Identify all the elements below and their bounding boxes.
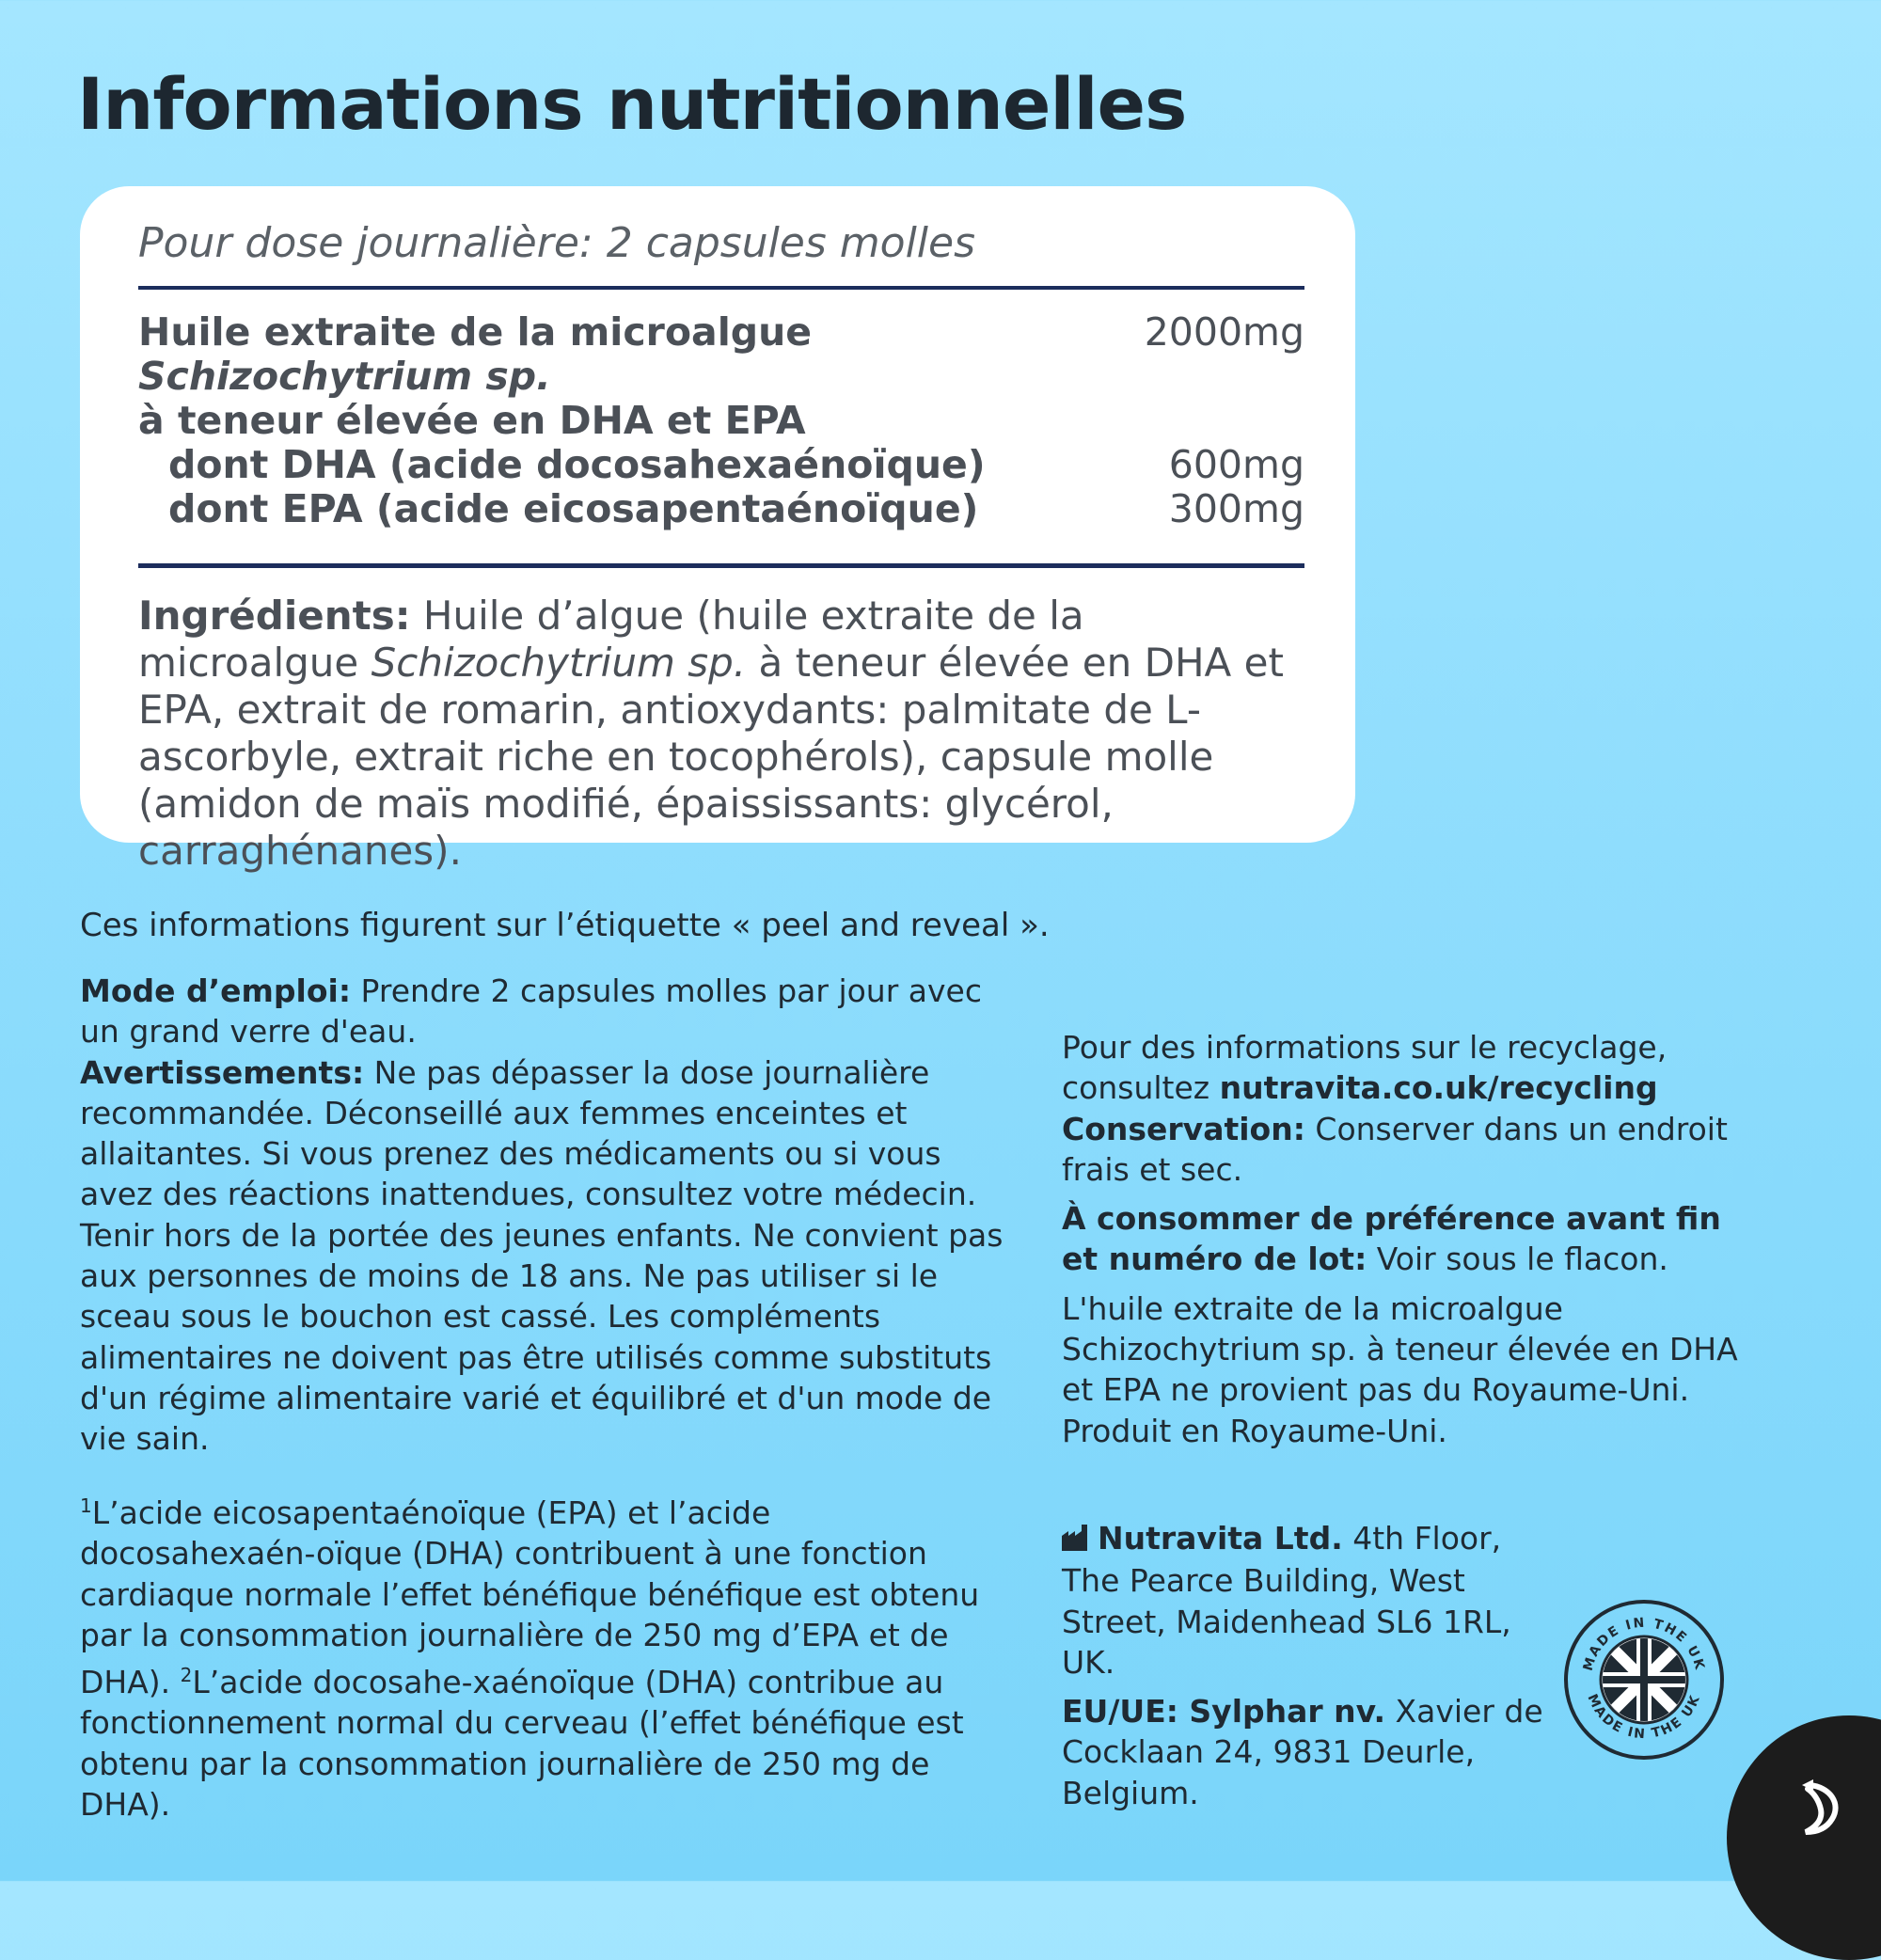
nutrient-row-dha — [138, 443, 1304, 487]
page-title: Informations nutritionnelles — [77, 62, 1187, 146]
origin-info: L'huile extraite de la microalgue Schizochytrium sp. à teneur élevée en DHA et EPA ne provient pas du Royaume-Uni. Produit en Royaume-Uni. — [1062, 1289, 1738, 1449]
recycling-info: Pour des informations sur le recyclage, consultez nutravita.co.uk/recycling — [1062, 1029, 1668, 1107]
manufacturer-address: Nutravita Ltd. 4th Floor, The Pearce Building, West Street, Maidenhead SL6 1RL, UK. — [1062, 1520, 1511, 1681]
divider — [138, 286, 1304, 290]
nutrient-amount: 2000mg — [1144, 309, 1304, 355]
seal-bottom-text: MADE IN THE UK — [1584, 1691, 1704, 1743]
warnings: Avertissements: Ne pas dépasser la dose journalière recommandée. Déconseillé aux femmes enceintes et allaitantes. Si vous prenez des médicaments ou si vous avez des réactions inattendues, consultez votre médecin. Tenir hors de la portée des jeunes enfants. Ne convient pas aux personnes de moins de 18 ans. Ne pas utiliser si le sceau sous le bouchon est cassé. Les compléments alimentaires ne doivent pas être utilisés comme substituts d'un régime alimentaire varié et équilibré et d'un mode de vie sain. — [80, 1053, 1004, 1458]
info-section — [1062, 1027, 1758, 1460]
nutrient-amount: 600mg — [1168, 442, 1304, 487]
divider — [138, 563, 1304, 568]
dose-label: Pour dose journalière: 2 capsules molles — [138, 219, 976, 267]
nutrition-card — [80, 186, 1355, 874]
nutrient-label: à teneur élevée en DHA et EPA — [138, 398, 806, 443]
peel-arrow-icon[interactable] — [1789, 1778, 1845, 1838]
directions: Mode d’emploi: Prendre 2 capsules molles par jour avec un grand verre d'eau. — [80, 972, 982, 1051]
factory-icon — [1062, 1520, 1090, 1560]
ingredients-text: Ingrédients: Huile d’algue (huile extraite de la microalgue Schizochytrium sp. à teneur élevée en DHA et EPA, extrait de romarin, antioxydants: palmitate de L-ascorbyle, extrait riche en tocophérols), capsule molle (amidon de maïs modifié, épaississants: glycérol, carraghénanes). — [138, 593, 1284, 874]
usage-section — [80, 971, 1011, 1460]
address-section — [1062, 1518, 1551, 1822]
nutrient-label: Huile extraite de la microalgue Schizochytrium sp. — [138, 309, 813, 399]
storage-info: Conservation: Conserver dans un endroit frais et sec. — [1062, 1110, 1728, 1188]
nutrient-label: dont EPA (acide eicosapentaénoïque) — [168, 486, 979, 531]
peel-note: Ces informations figurent sur l’étiquette « peel and reveal ». — [80, 907, 1050, 944]
eu-representative: EU/UE: Sylphar nv. Xavier de Cocklaan 24, 9831 Deurle, Belgium. — [1062, 1693, 1543, 1811]
ingredients-heading: Ingrédients: — [138, 593, 411, 639]
nutrient-row-epa — [138, 487, 1304, 531]
nutrient-amount: 300mg — [1168, 486, 1304, 531]
made-in-uk-seal — [1563, 1599, 1725, 1761]
seal-top-text: MADE IN THE UK — [1580, 1615, 1708, 1673]
nutrient-row-oil — [138, 310, 1304, 399]
best-before-info: À consommer de préférence avant fin et numéro de lot: Voir sous le flacon. — [1062, 1200, 1721, 1278]
recycling-link[interactable]: nutravita.co.uk/recycling — [1219, 1069, 1658, 1107]
nutrient-row-oil-cont — [138, 399, 1304, 443]
nutrient-label: dont DHA (acide docosahexaénoïque) — [168, 442, 986, 487]
health-claims: $^1$L’acide eicosapentaénoïque (EPA) et l’acide docosahexaén-oïque (DHA) contribuent à une fonction cardiaque normale l’effet bénéfique bénéfique est obtenu par la consommation journalière de 250 mg d’EPA et de DHA). $^2$L’acide docosahe-xaénoïque (DHA) contribue au fonctionnement normal du cerveau (l’effet bénéfique est obtenu par la consommation journalière de 250 mg de DHA). — [80, 1494, 980, 1824]
